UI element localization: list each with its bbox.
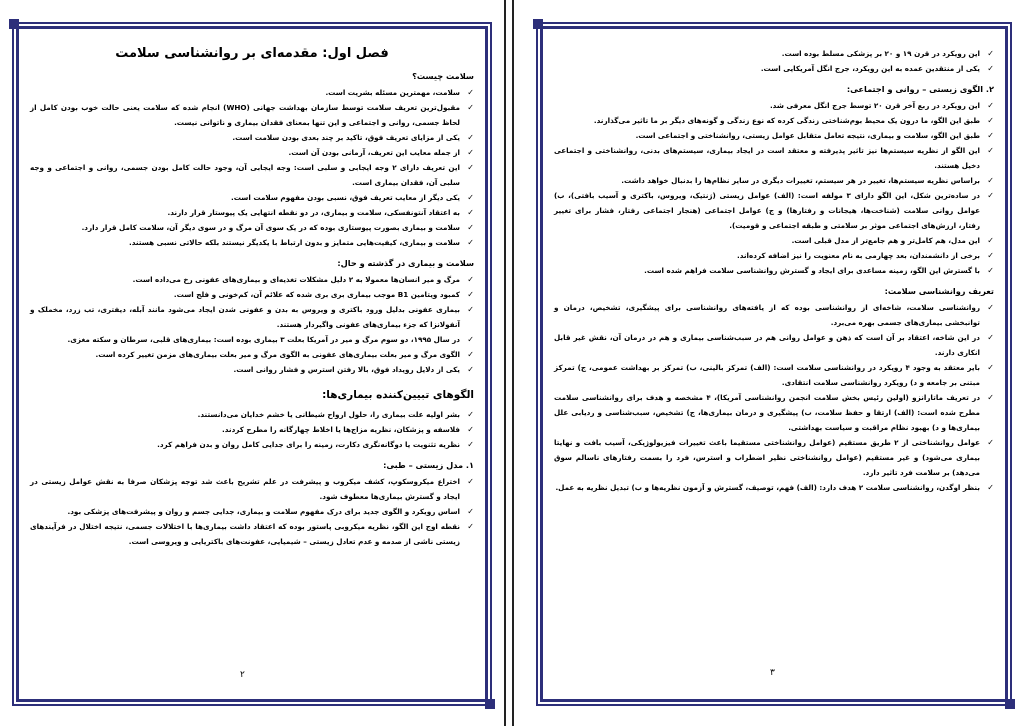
- list-item: [30, 302, 474, 332]
- right-page-content: [554, 46, 994, 495]
- list-item-text: بیماری عفونی بدلیل ورود باکتری و ویروس به بدن و عفونی شدن ایجاد می‌شود مانند آبله، دیفتری، تب زرد، مخملک و آنفولانزا که جزء بیماری‌های عفونی واگیردار هستند.: [30, 305, 460, 329]
- check-icon: ✓: [987, 131, 994, 140]
- list-item-text: روانشناسی سلامت، شاخه‌ای از روانشناسی بوده که از یافته‌های روانشناسی برای پیشگیری، تشخیص، درمان و توانبخشی بیماری‌های جسمی بهره می‌برد.: [554, 303, 980, 327]
- check-icon: ✓: [467, 193, 474, 202]
- list-item: [554, 113, 994, 128]
- check-icon: ✓: [987, 266, 994, 275]
- bullet-list: [554, 46, 994, 76]
- bullet-list: [30, 474, 474, 549]
- check-icon: ✓: [467, 440, 474, 449]
- check-icon: ✓: [467, 350, 474, 359]
- list-item: [30, 504, 474, 519]
- list-item-text: اختراع میکروسکوپ، کشف میکروب و پیشرفت در علم تشریح باعث شد توجه پزشکان صرفا به نقش عوامل زیستی در ایجاد و گسترش بیماری‌ها معطوف شود.: [30, 477, 460, 501]
- list-item-text: یکی دیگر از معایب تعریف فوق، نسبی بودن مفهوم سلامت است.: [230, 193, 460, 202]
- list-item: [30, 100, 474, 130]
- check-icon: ✓: [467, 305, 474, 314]
- section-heading: تعریف روانشناسی سلامت:: [884, 286, 994, 296]
- chapter-title: فصل اول: مقدمه‌ای بر روانشناسی سلامت: [115, 46, 389, 61]
- list-item-text: براساس نظریه سیستم‌ها، تغییر در هر سیستم، تغییرات دیگری در سایر نظام‌ها را بدنبال خواهد داشت.: [621, 176, 980, 185]
- list-item: [30, 437, 474, 452]
- list-item: [554, 330, 994, 360]
- list-item: [554, 173, 994, 188]
- list-item: [30, 332, 474, 347]
- check-icon: ✓: [467, 238, 474, 247]
- check-icon: ✓: [467, 365, 474, 374]
- list-item: [30, 347, 474, 362]
- list-item-text: برخی از دانشمندان، بعد چهارمی به نام معنویت را نیز اضافه کرده‌اند.: [736, 251, 980, 260]
- list-item: [554, 46, 994, 61]
- list-item: [554, 480, 994, 495]
- list-item-text: مقبول‌ترین تعریف سلامت توسط سازمان بهداشت جهانی (WHO) انجام شده که سلامت یعنی حالت خوب بودن کامل از لحاظ جسمی، روانی و اجتماعی و این تنها بمعنای فقدان بیماری و ناتوانی نیست.: [30, 103, 461, 127]
- list-item-text: این تعریف دارای ۲ وجه ایجابی و سلبی است: وجه ایجابی آن، وجود حالت کامل بودن جسمی، روانی و اجتماعی و وجه سلبی آن، فقدان بیماری است.: [30, 163, 460, 187]
- list-item-text: در سال ۱۹۹۵، دو سوم مرگ و میر در آمریکا بعلت ۳ بیماری بوده است: بیماری‌های قلبی، سرطان و سکته مغزی.: [67, 335, 460, 344]
- check-icon: ✓: [467, 477, 474, 486]
- bullet-list: [30, 272, 474, 377]
- list-item: [30, 130, 474, 145]
- list-item: [30, 205, 474, 220]
- section-heading: الگوهای تبیین‌کننده بیماری‌ها:: [322, 389, 474, 401]
- list-item-text: بنظر اوگدن، روانشناسی سلامت ۲ هدف دارد: (الف) فهم، توصیف، گسترش و آزمون نظریه‌ها و ب) تبدیل نظریه به عمل.: [555, 483, 980, 492]
- check-icon: ✓: [987, 176, 994, 185]
- check-icon: ✓: [467, 103, 474, 112]
- list-item-text: عوامل روانشناختی از ۲ طریق مستقیم (عوامل روانشناختی مستقیما باعث تغییرات فیزیولوژیکی، آسیب بافت و نهایتا بیماری می‌شود) و غیر مستقیم (عوامل روانشناختی نظیر اضطراب و استرس، فرد را بسمت رفتارهای ناسالم سوق می‌دهد) بر سلامت فرد تاثیر دارد.: [554, 438, 980, 477]
- bullet-list: [554, 300, 994, 495]
- list-item-text: نظریه تثنویت یا دوگانه‌نگری دکارت، زمینه را برای جدایی کامل روان و بدن فراهم کرد.: [157, 440, 460, 449]
- right-page: [514, 0, 1024, 726]
- left-page: [0, 0, 504, 726]
- list-item-text: به اعتقاد آنتونفسکی، سلامت و بیماری، در دو نقطه انتهایی یک پیوستار قرار دارند.: [167, 208, 460, 217]
- check-icon: ✓: [987, 101, 994, 110]
- left-page-content: [30, 46, 474, 549]
- list-item: [30, 235, 474, 250]
- check-icon: ✓: [987, 438, 994, 447]
- check-icon: ✓: [467, 88, 474, 97]
- list-item-text: فلاسفه و پزشکان، نظریه مزاج‌ها یا اخلاط چهارگانه را مطرح کردند.: [222, 425, 460, 434]
- check-icon: ✓: [467, 275, 474, 284]
- list-item-text: سلامت و بیماری بصورت پیوستاری بوده که در یک سوی آن مرگ و در سوی دیگر آن، سلامت کامل قرار دارد.: [81, 223, 460, 232]
- list-item: [30, 160, 474, 190]
- section-heading: سلامت و بیماری در گذشته و حال:: [337, 258, 474, 268]
- list-item: [30, 422, 474, 437]
- page-divider: [504, 0, 514, 726]
- list-item: [30, 145, 474, 160]
- list-item: [554, 390, 994, 435]
- list-item-text: با گسترش این الگو، زمینه مساعدی برای ایجاد و گسترش روانشناسی سلامت فراهم شده است.: [644, 266, 980, 275]
- list-item-text: در این شاخه، اعتقاد بر آن است که ذهن و عوامل روانی هم در سبب‌شناسی بیماری و هم در درمان آن، نقش غیر قابل انکاری دارند.: [554, 333, 980, 357]
- list-item: [30, 362, 474, 377]
- check-icon: ✓: [987, 236, 994, 245]
- list-item: [554, 233, 994, 248]
- list-item-text: بایر معتقد به وجود ۴ رویکرد در روانشناسی سلامت است: (الف) تمرکز بالینی، ب) تمرکز بر بهداشت عمومی، ج) تمرکز مبتنی بر جامعه و د) رویکرد روانشناسی سلامت انتقادی.: [554, 363, 980, 387]
- list-item: [30, 190, 474, 205]
- check-icon: ✓: [467, 223, 474, 232]
- list-item-text: این رویکرد در قرن ۱۹ و ۲۰ بر پزشکی مسلط بوده است.: [781, 49, 980, 58]
- section-heading: سلامت چیست؟: [412, 71, 474, 81]
- list-item: [30, 407, 474, 422]
- list-item-text: در ساده‌ترین شکل، این الگو دارای ۳ مولفه است: (الف) عوامل زیستی (ژنتیک، ویروس، باکتری و آسیب بافتی)، ب) عوامل روانی سلامت (شناخت‌ها، هیجانات و رفتارها) و ج) عوامل اجتماعی (هنجار اجتماعی رفتار، فشار برای تغییر رفتار، ارزش‌های اجتماعی موثر بر سلامتی و طبقه اجتماعی و قومیت).: [554, 191, 981, 230]
- list-item: [554, 128, 994, 143]
- list-item-text: کمبود ویتامین B1 موجب بیماری بری بری شده که علائم آن، کم‌خونی و فلج است.: [173, 290, 460, 299]
- check-icon: ✓: [987, 363, 994, 372]
- check-icon: ✓: [987, 393, 994, 402]
- check-icon: ✓: [467, 522, 474, 531]
- check-icon: ✓: [987, 49, 994, 58]
- list-item-text: سلامت، مهمترین مسئله بشریت است.: [325, 88, 460, 97]
- bullet-list: [554, 98, 994, 278]
- page-number: ۲: [240, 670, 245, 680]
- check-icon: ✓: [987, 251, 994, 260]
- bullet-list: [30, 407, 474, 452]
- list-item-text: این رویکرد در ربع آخر قرن ۲۰ توسط جرج انگل معرفی شد.: [769, 101, 980, 110]
- list-item-text: از جمله معایب این تعریف، آرمانی بودن آن است.: [288, 148, 460, 157]
- page-number: ۳: [770, 668, 775, 678]
- check-icon: ✓: [467, 425, 474, 434]
- list-item: [554, 248, 994, 263]
- check-icon: ✓: [467, 507, 474, 516]
- list-item: [554, 360, 994, 390]
- check-icon: ✓: [467, 148, 474, 157]
- list-item: [30, 220, 474, 235]
- section-heading: ۱. مدل زیستی – طبی:: [383, 460, 474, 470]
- check-icon: ✓: [987, 116, 994, 125]
- list-item: [554, 188, 994, 233]
- list-item-text: مرگ و میر انسان‌ها معمولا به ۲ دلیل مشکلات تغذیه‌ای و بیماری‌های عفونی رخ می‌داده است.: [132, 275, 460, 284]
- check-icon: ✓: [467, 133, 474, 142]
- check-icon: ✓: [467, 335, 474, 344]
- list-item: [30, 85, 474, 100]
- list-item-text: بشر اولیه علت بیماری را، حلول ارواح شیطانی یا خشم خدایان می‌دانستند.: [197, 410, 460, 419]
- check-icon: ✓: [987, 303, 994, 312]
- list-item: [30, 272, 474, 287]
- list-item: [30, 474, 474, 504]
- list-item-text: نقطه اوج این الگو، نظریه میکروبی پاستور بوده که اعتقاد داشت بیماری‌ها با اختلالات جسمی، نتیجه اختلال در فرآیندهای زیستی ناشی از صدمه و عدم تعادل زیستی – شیمیایی، عفونت‌های باکتریایی و ویروسی است.: [30, 522, 460, 546]
- check-icon: ✓: [467, 163, 474, 172]
- check-icon: ✓: [987, 483, 994, 492]
- check-icon: ✓: [467, 290, 474, 299]
- list-item-text: طبق این الگو، سلامت و بیماری، نتیجه تعامل متقابل عوامل زیستی، روانشناختی و اجتماعی است.: [635, 131, 980, 140]
- list-item-text: طبق این الگو، ما درون یک محیط بوم‌شناختی زندگی کرده که نوع زندگی و گونه‌های دیگر بر ما تاثیر می‌گذارند.: [593, 116, 980, 125]
- list-item: [554, 61, 994, 76]
- list-item: [554, 143, 994, 173]
- list-item-text: یکی از مزایای تعریف فوق، تاکید بر چند بعدی بودن سلامت است.: [232, 133, 460, 142]
- list-item-text: اساس رویکرد و الگوی جدید برای درک مفهوم سلامت و بیماری، جدایی جسم و روان و پیشرفت‌های پزشکی بود.: [67, 507, 460, 516]
- check-icon: ✓: [467, 410, 474, 419]
- list-item: [554, 435, 994, 480]
- check-icon: ✓: [467, 208, 474, 217]
- right-sections: [554, 46, 994, 495]
- bullet-list: [30, 85, 474, 250]
- list-item-text: الگوی مرگ و میر بعلت بیماری‌های عفونی به الگوی مرگ و میر بعلت بیماری‌های مزمن تغییر کرده است.: [95, 350, 460, 359]
- list-item-text: یکی از منتقدین عمده به این رویکرد، جرج انگل آمریکایی است.: [760, 64, 980, 73]
- list-item-text: در تعریف ماتارانزو (اولین رئیس بخش سلامت انجمن روانشناسی آمریکا)، ۴ مشخصه و هدف برای روانشناسی سلامت مطرح شده است: (الف) ارتقا و حفظ سلامت، ب) پیشگیری و درمان بیماری‌ها، ج) تشخیص، سبب‌شناسی و ردیابی علل بیماری‌ها و د) بهبود نظام مراقبت و سیاست بهداشتی.: [554, 393, 981, 432]
- list-item: [554, 98, 994, 113]
- list-item: [30, 519, 474, 549]
- check-icon: ✓: [987, 146, 994, 155]
- list-item-text: یکی از دلایل رویداد فوق، بالا رفتن استرس و فشار روانی است.: [233, 365, 460, 374]
- list-item: [30, 287, 474, 302]
- list-item-text: این الگو از نظریه سیستم‌ها نیز تاثیر پذیرفته و معتقد است در ایجاد بیماری، سیستم‌های بدنی، روانشناختی و اجتماعی دخیل هستند.: [554, 146, 980, 170]
- check-icon: ✓: [987, 191, 994, 200]
- left-sections: [30, 71, 474, 549]
- list-item-text: سلامت و بیماری، کیفیت‌هایی متمایز و بدون ارتباط با یکدیگر نیستند بلکه حالاتی نسبی هستند.: [129, 238, 460, 247]
- list-item: [554, 300, 994, 330]
- check-icon: ✓: [987, 64, 994, 73]
- list-item-text: این مدل، هم کامل‌تر و هم جامع‌تر از مدل قبلی است.: [791, 236, 980, 245]
- list-item: [554, 263, 994, 278]
- check-icon: ✓: [987, 333, 994, 342]
- section-heading: ۲. الگوی زیستی – روانی و اجتماعی:: [846, 84, 994, 94]
